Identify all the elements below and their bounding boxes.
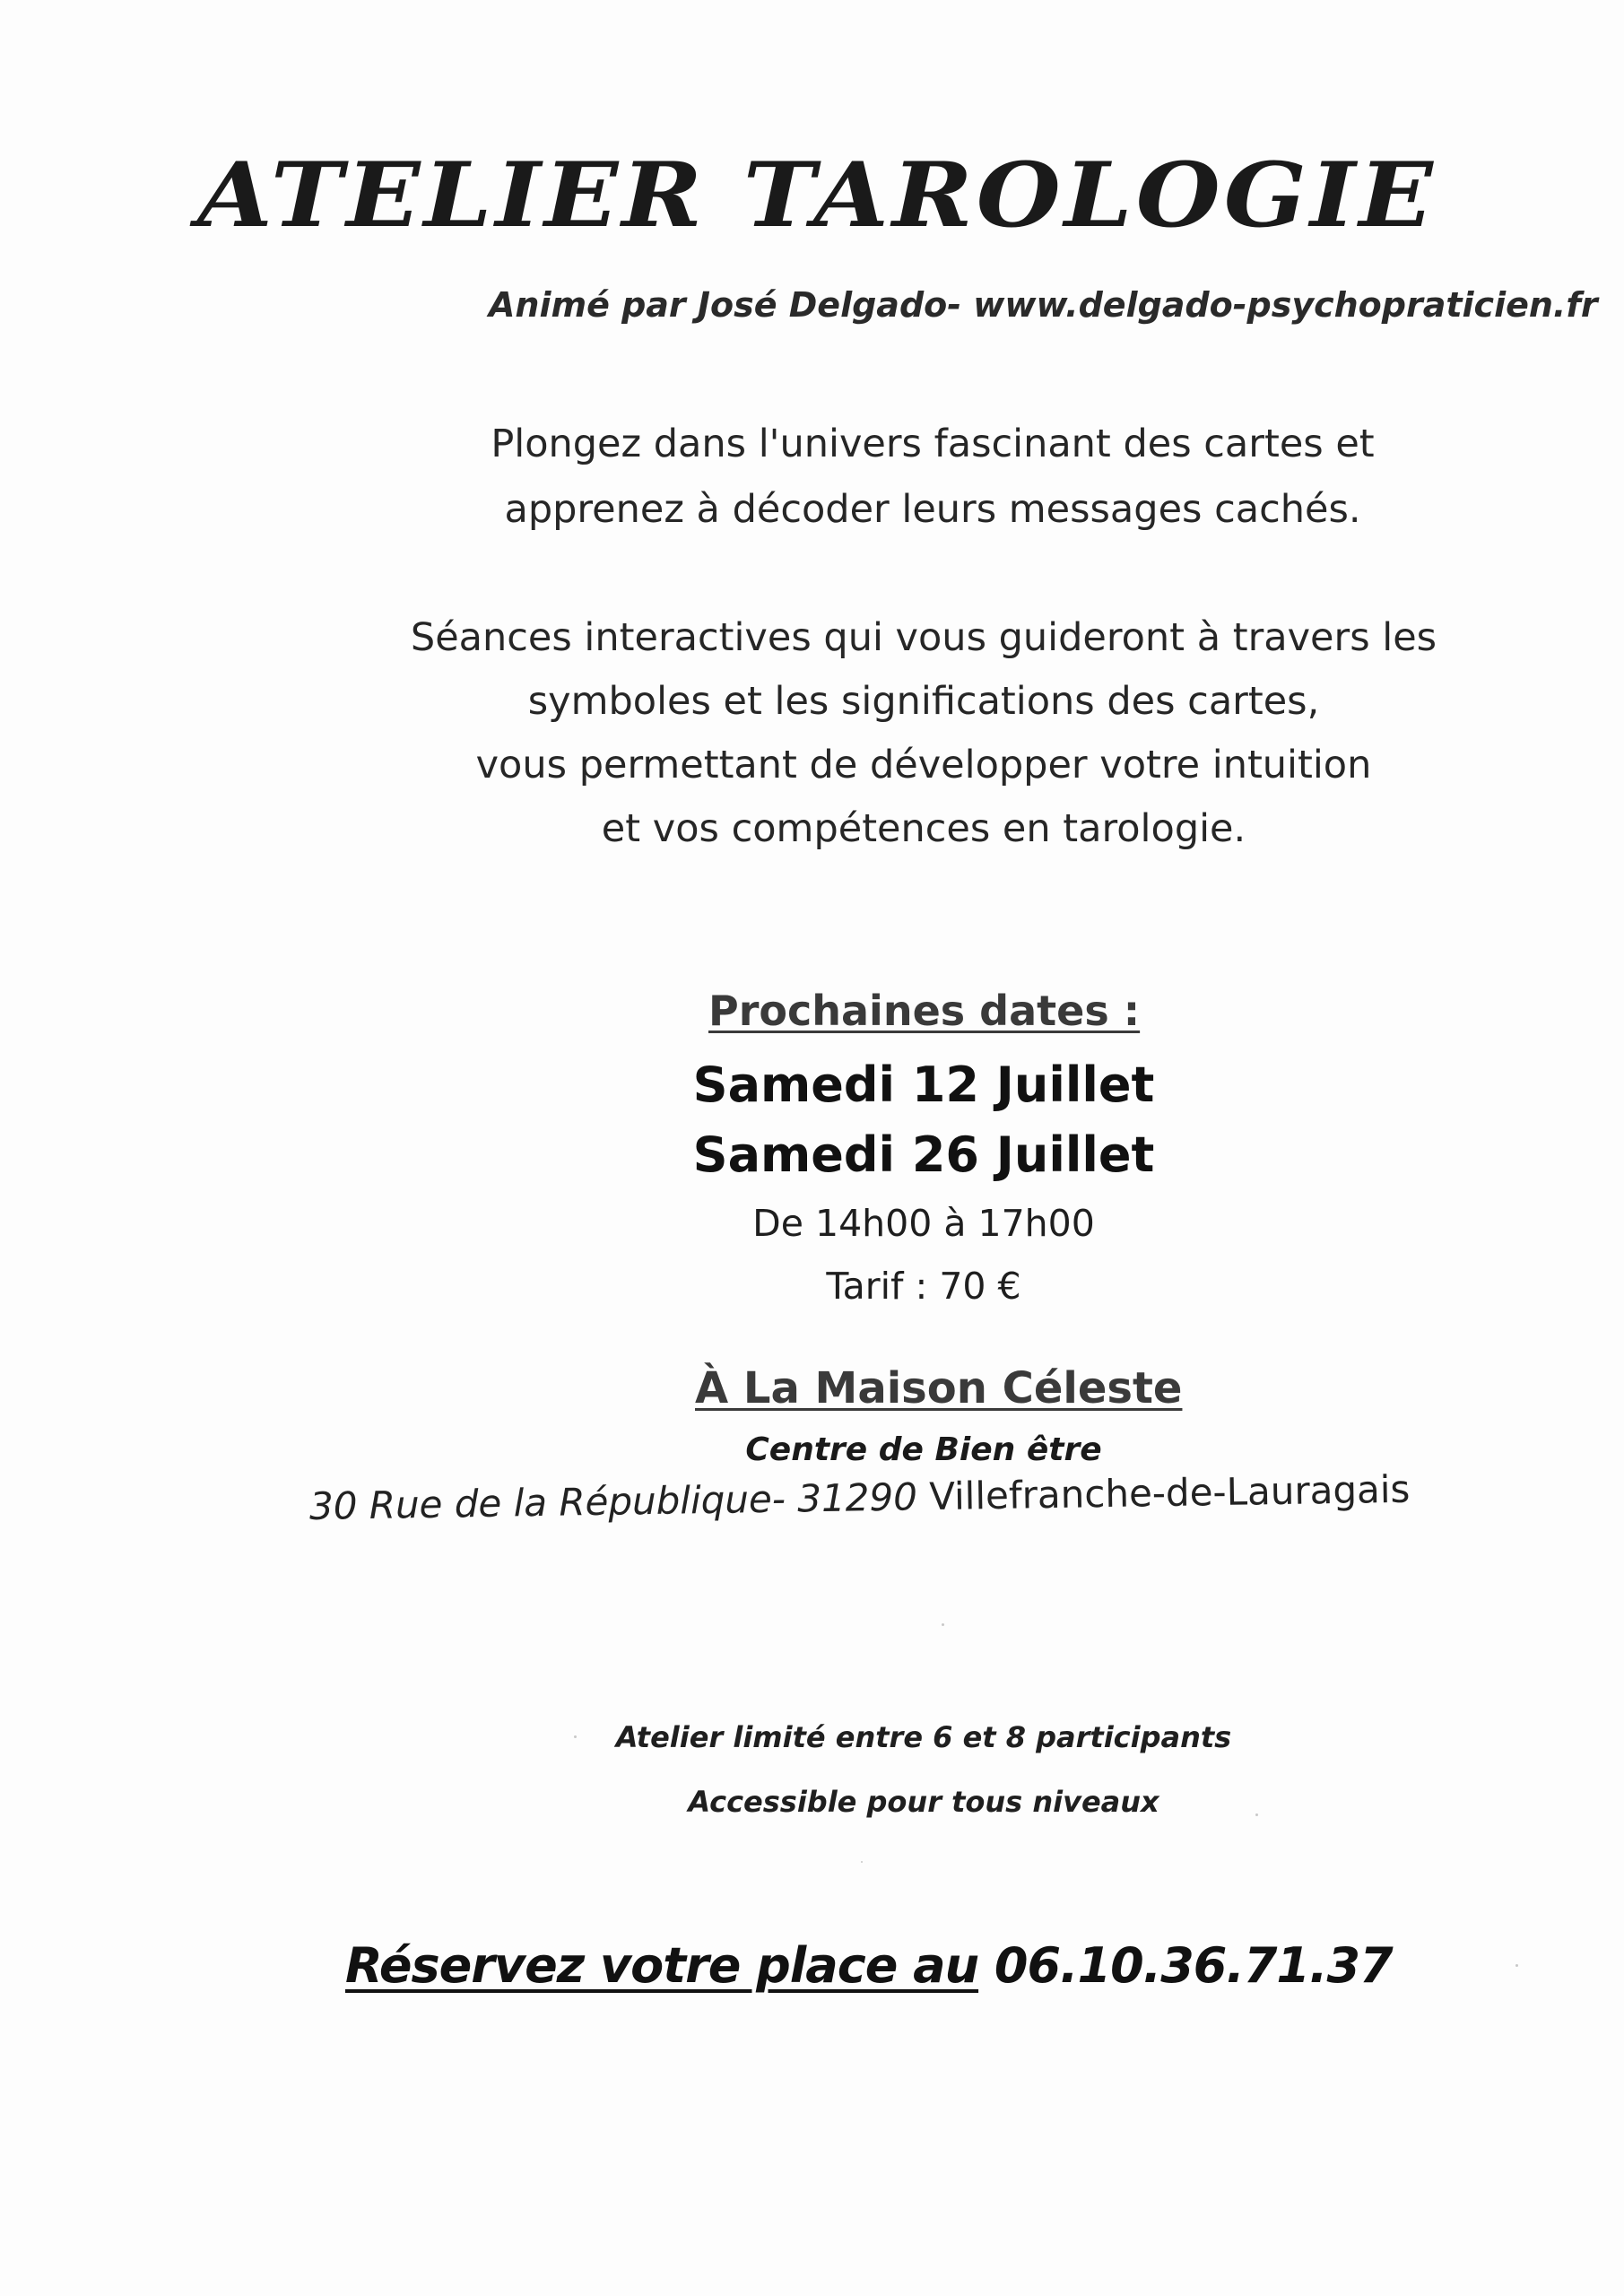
scan-speck xyxy=(1515,1964,1518,1967)
venue-type: Centre de Bien être xyxy=(745,1431,1102,1468)
reservation-label: Réservez votre place au xyxy=(345,1937,979,1994)
intro-line-1: Plongez dans l'univers fascinant des cartes et xyxy=(491,422,1375,466)
dates-heading: Prochaines dates : xyxy=(708,987,1141,1035)
scan-speck xyxy=(1255,1813,1258,1816)
phone-number[interactable]: 06.10.36.71.37 xyxy=(994,1937,1393,1994)
date-item: Samedi 26 Juillet xyxy=(692,1126,1155,1183)
flyer-subtitle: Animé par José Delgado- www.delgado-psychopraticien.fr xyxy=(489,285,1598,325)
description-line-1: Séances interactives qui vous guideront à travers les xyxy=(410,615,1437,660)
session-price: Tarif : 70 € xyxy=(826,1265,1021,1308)
note-levels: Accessible pour tous niveaux xyxy=(688,1785,1159,1819)
venue-address xyxy=(309,1467,1411,1528)
scan-speck xyxy=(574,1735,577,1738)
venue-name: À La Maison Céleste xyxy=(695,1363,1183,1413)
scan-speck xyxy=(942,1623,944,1626)
note-participants: Atelier limité entre 6 et 8 participants xyxy=(615,1720,1232,1754)
session-hours: De 14h00 à 17h00 xyxy=(752,1202,1095,1245)
date-item: Samedi 12 Juillet xyxy=(692,1057,1155,1113)
description-line-4: et vos compétences en tarologie. xyxy=(601,806,1246,851)
reservation-line xyxy=(345,1937,1393,1994)
description-line-3: vous permettant de développer votre intuition xyxy=(475,743,1372,787)
flyer-title: ATELIER TAROLOGIE xyxy=(197,144,1437,248)
intro-line-2: apprenez à décoder leurs messages cachés. xyxy=(504,487,1361,532)
scan-speck xyxy=(861,1861,863,1863)
address-city: Villefranche-de-Lauragais xyxy=(928,1466,1411,1519)
address-street: 30 Rue de la République- 31290 xyxy=(308,1474,918,1528)
description-line-2: symboles et les significations des cartes, xyxy=(527,679,1320,724)
